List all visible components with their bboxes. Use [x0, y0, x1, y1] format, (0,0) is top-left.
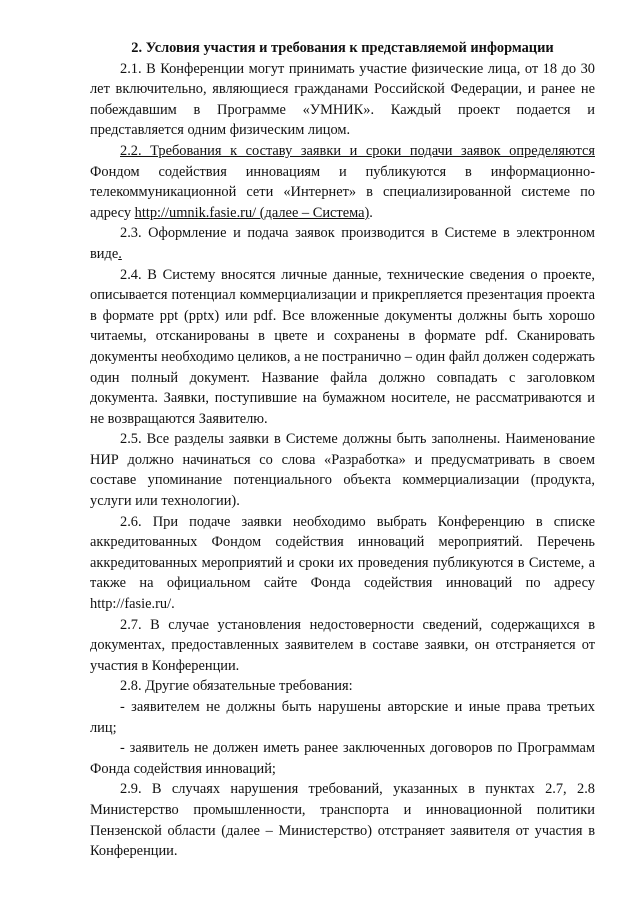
- paragraph-2-2-tail: .: [369, 204, 373, 221]
- paragraph-2-3-tail: .: [118, 245, 122, 262]
- paragraph-2-4: 2.4. В Систему вносятся личные данные, технические сведения о проекте, описывается потенциал коммерциализации и прикрепляется презентация проекта в формате ppt (pptx) или pdf. Все вложенные документы должны быть хорошо читаемы, отсканированы в цвете и сохранены в формате pdf. Сканировать документы необходимо целиков, а не постранично – один файл должен содержать один полный документ. Название файла должно совпадать с заголовком документа. Заявки, поступившие на бумажном носителе, не рассматриваются и не возвращаются Заявителю.: [90, 266, 595, 427]
- paragraph-2-3-body: 2.3. Оформление и подача заявок производится в Системе в электронном виде: [90, 225, 595, 262]
- paragraph-2-7: 2.7. В случае установления недостоверности сведений, содержащихся в документах, предоставленных заявителем в составе заявки, он отстраняется от участия в Конференции.: [90, 616, 595, 674]
- system-url-link[interactable]: http://umnik.fasie.ru/ (далее – Система): [134, 204, 370, 221]
- paragraph-2-5: 2.5. Все разделы заявки в Системе должны быть заполнены. Наименование НИР должно начинаться со слова «Разработка» и предусматривать в своем составе упоминание потенциального объекта коммерциализации (продукта, услуги или технологии).: [90, 431, 595, 510]
- paragraph-2-3: [90, 223, 595, 264]
- paragraph-2-2-body: Фондом содействия инновациям и публикуются в информационно-телекоммуникационной сети «Интернет» в специализированной системе по адресу: [90, 163, 595, 221]
- paragraph-2-2: [90, 141, 595, 223]
- document-page: [90, 38, 595, 862]
- paragraph-2-9: 2.9. В случаях нарушения требований, указанных в пунктах 2.7, 2.8 Министерство промышленности, транспорта и инновационной политики Пензенской области (далее – Министерство) отстраняет заявителя от участия в Конференции.: [90, 781, 595, 860]
- paragraph-2-1: 2.1. В Конференции могут принимать участие физические лица, от 18 до 30 лет включительно, являющиеся гражданами Российской Федерации, и ранее не побеждавшим в Программе «УМНИК». Каждый проект подается и представляется одним физическим лицом.: [90, 60, 595, 139]
- paragraph-2-6: 2.6. При подаче заявки необходимо выбрать Конференцию в списке аккредитованных Фондом содействия инноваций мероприятий. Перечень аккредитованных мероприятий и сроки их проведения публикуются в Системе, а также на официальном сайте Фонда содействия инноваций по адресу http://fasie.ru/.: [90, 513, 595, 613]
- requirement-item: - заявителем не должны быть нарушены авторские и иные права третьих лиц;: [90, 699, 595, 736]
- requirement-item: - заявитель не должен иметь ранее заключенных договоров по Программам Фонда содействия инноваций;: [90, 740, 595, 777]
- paragraph-2-8: 2.8. Другие обязательные требования:: [120, 678, 353, 695]
- paragraph-2-2-lead: 2.2. Требования к составу заявки и сроки подачи заявок определяются: [120, 142, 595, 159]
- section-heading: 2. Условия участия и требования к представляемой информации: [131, 40, 554, 56]
